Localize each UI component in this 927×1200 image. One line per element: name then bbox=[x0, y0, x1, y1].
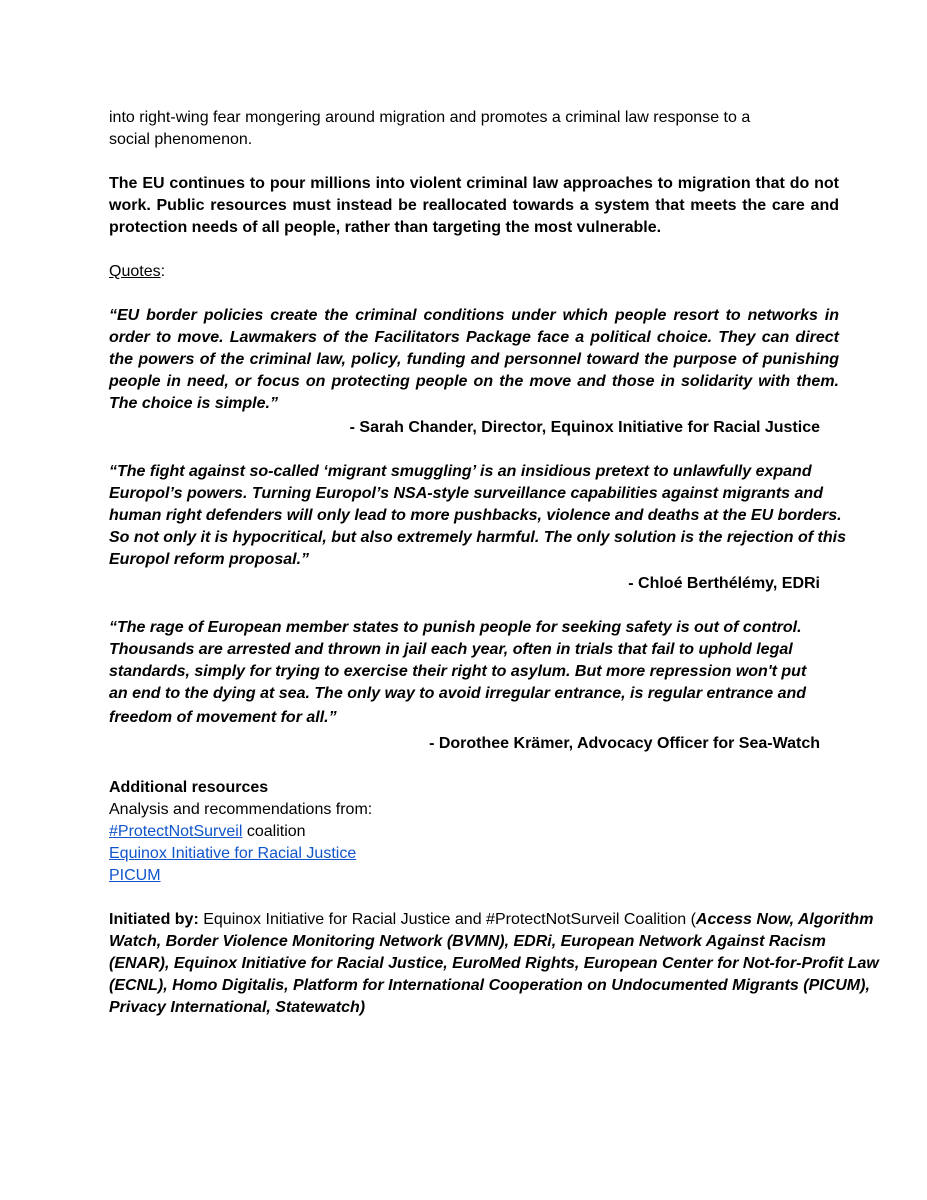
quote-2-line-2: Europol’s powers. Turning Europol’s NSA-style surveillance capabilities against migrants and bbox=[109, 485, 823, 502]
quote-1-text: “EU border policies create the criminal conditions under which people resort to networks in order to move. Lawmakers of the Facilitators Package face a political choice. They can direct the powers of the criminal law, policy, funding and personnel toward the purpose of punishing people in need, or focus on protecting people on the move and those in solidarity with them. The choice is simple.” bbox=[109, 307, 839, 412]
quote-3-line-4: an end to the dying at sea. The only way to avoid irregular entrance, is regular entrance and bbox=[109, 685, 807, 702]
quote-3-line-3: standards, simply for trying to exercise their right to asylum. But more repression won't put bbox=[109, 663, 807, 680]
quotes-heading bbox=[109, 261, 839, 283]
protectnotsurveil-link[interactable]: #ProtectNotSurveil bbox=[109, 823, 243, 840]
quote-3-line-5: freedom of movement for all.” bbox=[109, 709, 337, 726]
initiated-paragraph bbox=[109, 909, 879, 1019]
intro-paragraph bbox=[109, 107, 839, 151]
quote-3-attribution: - Dorothee Krämer, Advocacy Officer for Sea-Watch bbox=[429, 735, 820, 752]
quote-2-text bbox=[109, 461, 879, 571]
initiated-label: Initiated by: bbox=[109, 911, 199, 928]
resources-item-equinox bbox=[109, 843, 839, 865]
quote-3-text bbox=[109, 617, 839, 731]
coalition-suffix: coalition bbox=[242, 823, 306, 840]
resources-heading: Additional resources bbox=[109, 779, 269, 796]
quote-3-line-1: “The rage of European member states to punish people for seeking safety is out of control. bbox=[109, 619, 802, 636]
quote-2-line-3: human right defenders will only lead to more pushbacks, violence and deaths at the EU borders. bbox=[109, 507, 842, 524]
initiated-members: Access Now, Algorithm Watch, Border Violence Monitoring Network (BVMN), EDRi, European Network Against Racism (ENAR), Equinox Initiative for Racial Justice, EuroMed Rights, European Center for Not-for-Profit Law (ECNL), Homo Digitalis, Platform for International Cooperation on Undocumented Migrants (PICUM), Privacy International, Statewatch) bbox=[109, 911, 879, 1016]
statement-paragraph: The EU continues to pour millions into violent criminal law approaches to migration that do not work. Public resources must instead be reallocated towards a system that meets the care and protection needs of all people, rather than targeting the most vulnerable. bbox=[109, 175, 839, 236]
document-page bbox=[109, 107, 879, 1019]
intro-line-1: into right-wing fear mongering around migration and promotes a criminal law response to a bbox=[109, 109, 751, 126]
resources-item-picum bbox=[109, 865, 839, 887]
resources-intro: Analysis and recommendations from: bbox=[109, 801, 373, 818]
equinox-link[interactable]: Equinox Initiative for Racial Justice bbox=[109, 845, 357, 862]
intro-line-2: social phenomenon. bbox=[109, 131, 253, 148]
quote-2-line-1: “The fight against so-called ‘migrant smuggling’ is an insidious pretext to unlawfully expand bbox=[109, 463, 812, 480]
initiated-text: Equinox Initiative for Racial Justice and #ProtectNotSurveil Coalition ( bbox=[198, 911, 696, 928]
quote-2-attribution: - Chloé Berthélémy, EDRi bbox=[628, 575, 820, 592]
quotes-heading-colon: : bbox=[160, 263, 166, 280]
quote-3-line-2: Thousands are arrested and thrown in jail each year, often in trials that fail to uphold legal bbox=[109, 641, 793, 658]
picum-link[interactable]: PICUM bbox=[109, 867, 161, 884]
quote-2-line-5: Europol reform proposal.” bbox=[109, 551, 310, 568]
quote-2-line-4: So not only it is hypocritical, but also extremely harmful. The only solution is the rejection of this bbox=[109, 529, 846, 546]
quotes-heading-label: Quotes bbox=[109, 263, 161, 280]
resources-item-protectnotsurveil bbox=[109, 821, 839, 843]
quote-1-attribution: - Sarah Chander, Director, Equinox Initiative for Racial Justice bbox=[349, 419, 820, 436]
